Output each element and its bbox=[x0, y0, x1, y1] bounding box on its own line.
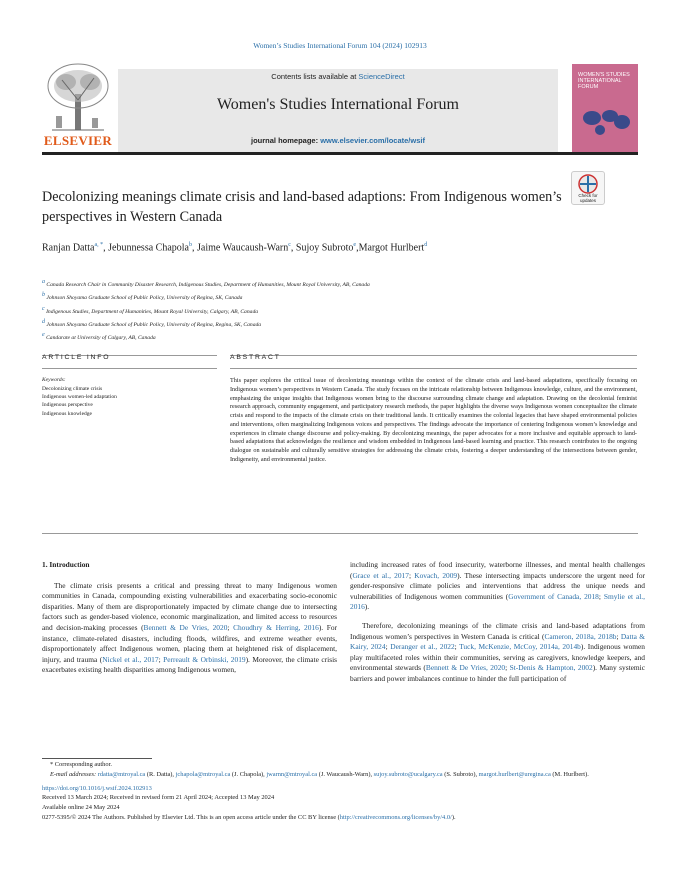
author-affiliation-mark[interactable]: a, * bbox=[94, 242, 104, 248]
keyword: Decolonizing climate crisis bbox=[42, 386, 103, 392]
footnote-rule bbox=[42, 758, 152, 759]
email-line bbox=[42, 770, 638, 780]
author-name[interactable]: Sujoy Subroto bbox=[295, 242, 354, 254]
journal-name: Women's Studies International Forum bbox=[216, 96, 459, 113]
author-name[interactable]: Margot Hurlbert bbox=[358, 242, 425, 254]
homepage-link[interactable]: www.elsevier.com/locate/wsif bbox=[320, 136, 425, 145]
email-link[interactable]: jchapola@mtroyal.ca bbox=[175, 770, 231, 778]
received-dates: Received 13 March 2024; Received in revised form 21 April 2024; Accepted 13 May 2024 bbox=[42, 794, 275, 802]
affiliation-mark: a bbox=[42, 279, 45, 285]
keyword: Indigenous women-led adaptation bbox=[42, 394, 117, 401]
citation-link[interactable]: Bennett & De Vries, 2020 bbox=[143, 622, 228, 632]
cover-title: WOMEN'S STUDIES INTERNATIONAL FORUM bbox=[578, 72, 630, 91]
citation-link[interactable]: Datta & Kairy, 2024 bbox=[350, 631, 645, 652]
paragraph bbox=[42, 581, 337, 676]
body-text: ; bbox=[158, 654, 164, 664]
email-owner: (R. Datta), bbox=[145, 770, 176, 778]
email-link[interactable]: jwarnn@mtroyal.ca bbox=[266, 770, 318, 778]
body-text: ). Indigenous women play multifaceted roles within their communities, serving as caregivers, knowledge keepers, and environmental stewards ( bbox=[350, 642, 645, 673]
keyword-list bbox=[42, 385, 117, 418]
citation-link[interactable]: Deranger et al., 2022 bbox=[390, 642, 455, 652]
affiliation bbox=[42, 317, 642, 330]
keyword: Indigenous knowledge bbox=[42, 410, 92, 417]
paragraph bbox=[350, 560, 645, 613]
affiliation-mark: e bbox=[42, 332, 45, 339]
citation-link[interactable]: Government of Canada, 2018 bbox=[508, 591, 599, 601]
email-link[interactable]: margot.hurlbert@uregina.ca bbox=[478, 770, 551, 778]
body-text: ). For instance, climate-related disasters, including floods, wildfires, and extreme weather events, disproportionately affect Indigenous women, placing them at heightened risk of displacement, injury, and trauma ( bbox=[42, 622, 337, 664]
journal-reference[interactable]: Women’s Studies International Forum 104 (2024) 102913 bbox=[253, 41, 427, 50]
author-separator: , bbox=[103, 242, 109, 254]
email-owner: (S. Subroto), bbox=[442, 770, 479, 778]
journal-cover[interactable] bbox=[572, 64, 638, 152]
footnotes bbox=[42, 760, 638, 823]
author-name[interactable]: Jaime Waucaush-Warn bbox=[196, 242, 289, 254]
homepage-prefix: journal homepage: bbox=[251, 136, 321, 145]
author-affiliation-mark[interactable]: b bbox=[188, 242, 192, 248]
citation-link[interactable]: Nickel et al., 2017 bbox=[102, 654, 159, 664]
world-map-icon bbox=[580, 106, 632, 136]
corresponding-author-note: * Corresponding author. bbox=[50, 761, 112, 768]
author-separator: , bbox=[191, 242, 197, 254]
body-text: ; bbox=[227, 622, 234, 632]
author-affiliation-mark[interactable]: d bbox=[424, 242, 428, 248]
citation-link[interactable]: Kovach, 2009 bbox=[414, 570, 458, 580]
author-list bbox=[42, 238, 602, 255]
contents-prefix: Contents lists available at bbox=[271, 72, 359, 81]
citation-link[interactable]: Cameron, 2018a, 2018b bbox=[544, 631, 617, 641]
body-text: ; bbox=[385, 642, 391, 652]
online-date: Available online 24 May 2024 bbox=[42, 804, 120, 812]
body-column-right bbox=[350, 560, 645, 685]
body-text: ; bbox=[616, 631, 621, 641]
affiliation-text: Candarate at University of Calgary, AB, Canada bbox=[44, 335, 156, 342]
affiliation bbox=[42, 330, 642, 343]
journal-banner bbox=[42, 60, 638, 152]
citation-link[interactable]: Grace et al., 2017 bbox=[352, 570, 409, 580]
doi-link[interactable]: https://doi.org/10.1016/j.wsif.2024.102913 bbox=[42, 784, 152, 792]
body-text: ). bbox=[364, 602, 370, 612]
email-owner: (J. Chapola), bbox=[230, 770, 267, 778]
email-owner: (J. Waucaush-Warn), bbox=[317, 770, 374, 778]
email-link[interactable]: rdatta@mtroyal.ca bbox=[97, 770, 146, 778]
license-text: 0277-5395/© 2024 The Authors. Published by Elsevier Ltd. This is an open access article under the CC BY license ( bbox=[42, 813, 340, 821]
affiliation-text: Johnson Shoyama Graduate School of Public Policy, University of Regina, SK, Canada bbox=[45, 295, 243, 302]
affiliation-text: Canada Research Chair in Community Disaster Research, Indigenous Studies, Department of Humanities, Mount Royal University, AB, Canada bbox=[45, 281, 370, 288]
article-info-rule-2 bbox=[42, 368, 217, 369]
citation-link[interactable]: Tuck, McKenzie, McCoy, 2014a, 2014b bbox=[459, 642, 581, 652]
body-text: ; bbox=[598, 591, 604, 601]
elsevier-tree-icon bbox=[42, 60, 114, 134]
affiliation-mark: b bbox=[42, 292, 45, 299]
contents-line bbox=[118, 72, 558, 81]
body-text: ; bbox=[454, 642, 460, 652]
body-text: ; bbox=[408, 570, 415, 580]
license-suffix: ). bbox=[451, 813, 456, 821]
section-heading-introduction: 1. Introduction bbox=[42, 560, 90, 569]
license-line bbox=[42, 813, 638, 823]
citation-link[interactable]: St-Denis & Hampton, 2002 bbox=[509, 663, 593, 673]
article-info-heading: ARTICLE INFO bbox=[42, 354, 111, 361]
article-title: Decolonizing meanings climate crisis and land-based adaptions: From Indigenous women’s perspectives in Western Canada bbox=[42, 189, 562, 225]
body-rule bbox=[42, 533, 638, 534]
crossmark-badge[interactable] bbox=[571, 171, 605, 205]
author-affiliation-mark[interactable]: e bbox=[353, 242, 357, 248]
license-link[interactable]: http://creativecommons.org/licenses/by/4.0/ bbox=[339, 813, 452, 821]
body-column-left bbox=[42, 560, 337, 676]
affiliation-list bbox=[42, 277, 642, 344]
homepage-line bbox=[118, 136, 558, 145]
crossmark-label: Check for updates bbox=[578, 193, 598, 203]
citation-link[interactable]: Smylie et al., 2016 bbox=[350, 591, 645, 612]
email-label: E-mail addresses: bbox=[50, 770, 98, 778]
body-text: Therefore, decolonizing meanings of the climate crisis and land-based adaptations from Indigenous women’s perspectives in Western Canada is critical ( bbox=[350, 620, 645, 641]
abstract-text: This paper explores the critical issue of decolonizing meanings within the context of the climate crisis and land-based adaptations, specifically focusing on Indigenous women’s perspectives in Western Canada. The study focuses on the intricate relationship between Indigenous knowledge, culture, and the environment, emphasizing the unique insights that Indigenous women bring to the discourse surrounding climate change and adaptation. Drawing on the decolonial feminist research approach, community engagement, and participatory research methods, the paper highlights the diverse ways Indigenous women conceptualize the climate crisis and respond to the impacts of the climate crisis on their traditional lands. It critically examines the colonial legacies that have shaped environmental policies and interventions, often marginalizing Indigenous voices and perspectives. The findings advocate the importance of centering Indigenous women’s knowledge and experiences in climate change discourse and policy-making. By decolonizing meanings, the paper advocates for a more inclusive and equitable approach to land-based adaptations that acknowledges the resilience and wisdom embedded in Indigenous land-based learning and practice. This research contributes to the ongoing dialogue on sustainable and culturally sensitive strategies for addressing the climate crisis, fostering a deeper understanding of the intersections between gender, Indigeneity, and environmental justice. bbox=[230, 377, 637, 463]
publisher-name: ELSEVIER bbox=[43, 133, 113, 148]
author-name[interactable]: Jebunnessa Chapola bbox=[108, 242, 189, 254]
citation-link[interactable]: Bennett & De Vries, 2020 bbox=[425, 663, 506, 673]
affiliation-mark: c bbox=[42, 305, 45, 312]
body-text: including increased rates of food insecurity, waterborne illnesses, and mental health challenges ( bbox=[350, 560, 645, 580]
affiliation bbox=[42, 277, 642, 290]
author-affiliation-mark[interactable]: c bbox=[288, 242, 291, 248]
abstract-rule-2 bbox=[230, 368, 637, 369]
email-owner: (M. Hurlbert). bbox=[550, 770, 589, 778]
sciencedirect-link[interactable]: ScienceDirect bbox=[358, 72, 405, 81]
header-rule bbox=[42, 152, 638, 155]
affiliation bbox=[42, 290, 642, 303]
body-text: ; bbox=[505, 663, 510, 673]
abstract-rule bbox=[230, 355, 637, 356]
keywords-label: Keywords: bbox=[42, 377, 66, 383]
affiliation-text: Johnson Shoyama Graduate School of Public Policy, University of Regina, Regina, SK, Canada bbox=[45, 321, 262, 328]
citation-link[interactable]: Choudhry & Herring, 2016 bbox=[233, 622, 319, 632]
abstract-heading: ABSTRACT bbox=[230, 354, 281, 361]
email-link[interactable]: sujoy.subroto@ucalgary.ca bbox=[373, 770, 443, 778]
body-text: ). Moreover, the climate crisis exacerbates existing health disparities among Indigenous women, bbox=[42, 654, 338, 675]
author-separator: , bbox=[356, 242, 359, 254]
keyword: Indigenous perspective bbox=[42, 402, 93, 409]
affiliation-text: Indigenous Studies, Department of Humanities, Mount Royal University, Calgary, AB, Canada bbox=[44, 308, 259, 315]
elsevier-logo[interactable] bbox=[42, 60, 114, 152]
affiliation-mark: d bbox=[42, 319, 45, 326]
journal-header bbox=[118, 69, 558, 152]
author-separator: , bbox=[290, 242, 296, 254]
body-text: ). Many systemic barriers and power imbalances continue to hinder the full participation of bbox=[350, 663, 645, 683]
affiliation bbox=[42, 304, 642, 317]
author-name[interactable]: Ranjan Datta bbox=[42, 242, 95, 254]
body-text: ). These intersecting impacts underscore the urgent need for gender-responsive climate policies and interventions that address the unique needs and vulnerabilities of Indigenous women communities ( bbox=[350, 570, 646, 601]
citation-link[interactable]: Perreault & Orbinski, 2019 bbox=[163, 654, 246, 664]
body-text: The climate crisis presents a critical and pressing threat to many Indigenous women communities in Canada, compounding existing vulnerabilities and exacerbating socio-economic disparities. Many of them are disproportionately impacted by climate change due to intersecting factors such as gender-based violence, economic marginalization, and limited access to resources and decision-making processes ( bbox=[42, 580, 337, 632]
paragraph bbox=[350, 621, 645, 685]
